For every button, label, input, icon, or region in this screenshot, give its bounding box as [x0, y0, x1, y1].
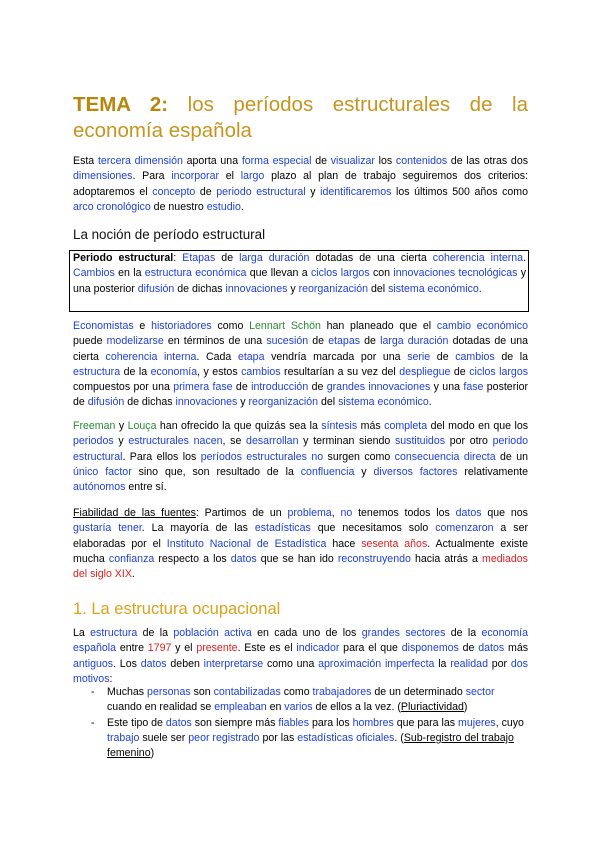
definition-paragraph: Periodo estructural: Etapas de larga duración dotadas de una cierta coherencia interna. Cambios en la estructura económica que llevan a ciclos largos con innovaciones tecnológicas y una posterior difusión de dichas innovaciones y reorganización del sistema económico. [73, 252, 527, 295]
estructura-paragraph: La estructura de la población activa en cada uno de los grandes sectores de la economía española entre 1797 y el presente. Este es el indicador para el que disponemos de datos más antiguos. Los datos deben interpretarse como una aproximación imperfecta la realidad por dos motivos: [73, 627, 529, 685]
intro-paragraph: Esta tercera dimensión aporta una forma especial de visualizar los contenidos de las otras dos dimensiones. Para incorporar el largo plazo al plan de trabajo seguiremos dos criterios: adoptaremos el concepto de periodo estructural y identificaremos los últimos 500 años como arco cronológico de nuestro estudio. [73, 155, 529, 213]
fiabilidad-paragraph: Fiabilidad de las fuentes: Partimos de un problema, no tenemos todos los datos que nos gustaría tener. La mayoría de las estadísticas que necesitamos solo comenzaron a ser elaboradas por el Instituto Nacional de Estadística hace sesenta años. Actualmente existe mucha confianza respecto a los datos que se han ido reconstruyendo hacia atrás a mediados del siglo XIX. [73, 507, 529, 581]
schon-paragraph: Economistas e historiadores como Lennart Schön han planeado que el cambio económico puede modelizarse en términos de una sucesión de etapas de larga duración dotadas de una cierta coherencia interna. Cada etapa vendría marcada por una serie de cambios de la estructura de la economía, y estos cambios resultarían a su vez del despliegue de ciclos largos compuestos por una primera fase de introducción de grandes innovaciones y una fase posterior de difusión de dichas innovaciones y reorganización del sistema económico. [73, 320, 529, 409]
section-heading-notion: La noción de período estructural [73, 227, 266, 242]
title-tema: TEMA 2: [73, 93, 169, 116]
freeman-paragraph: Freeman y Louça han ofrecido la que quizás sea la síntesis más completa del modo en que los periodos y estructurales nacen, se desarrollan y terminan siendo sustituidos por otro periodo estructural. Para ellos los períodos estructurales no surgen como consecuencia directa de un único factor sino que, son resultado de la confluencia y diversos factores relativamente autónomos entre sí. [73, 420, 529, 494]
bullet-list [88, 685, 528, 761]
title-text: los períodos estructurales de la economía española [73, 93, 528, 142]
list-item: - Este tipo de datos son siempre más fiables para los hombres que para las mujeres, cuyo trabajo suele ser peor registrado por las estadísticas oficiales. (Sub-registro del trabajo femenino) [88, 716, 528, 762]
section-heading-ocupacional: 1. La estructura ocupacional [73, 600, 281, 618]
definition-term: Periodo estructural [73, 252, 174, 264]
list-item: - Muchas personas son contabilizadas como trabajadores de un determinado sector cuando en realidad se empleaban en varios de ellos a la vez. (Pluriactividad) [88, 685, 528, 716]
page-title [73, 92, 528, 144]
